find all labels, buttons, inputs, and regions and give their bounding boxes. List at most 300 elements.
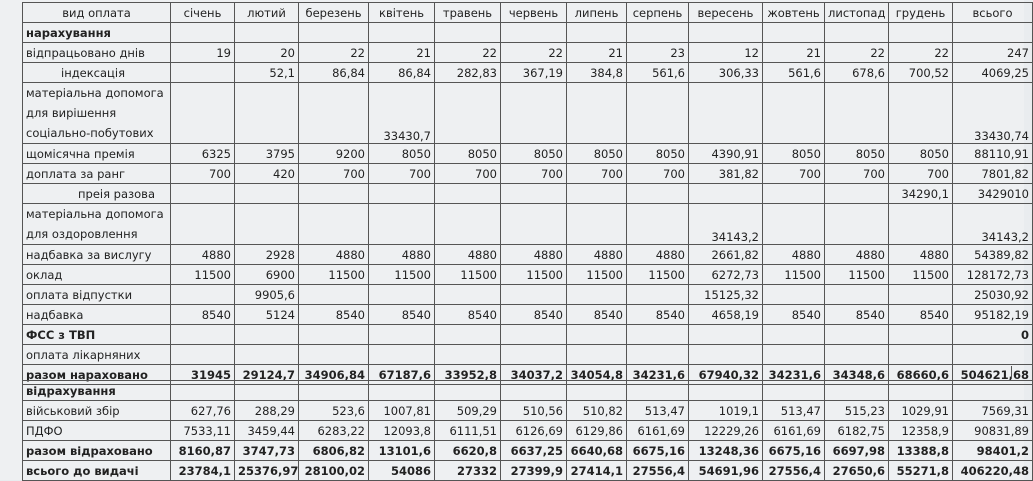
table-cell: [567, 325, 627, 345]
table-cell: 9200: [299, 144, 369, 164]
table-cell: 11500: [171, 265, 235, 285]
table-cell: 700: [501, 164, 567, 184]
table-cell: 8540: [627, 305, 689, 325]
table-cell: [501, 325, 567, 345]
table-cell: [299, 204, 369, 245]
table-cell: 34348,6: [825, 365, 889, 385]
header-month: жовтень: [763, 3, 825, 23]
table-row: [23, 265, 1033, 285]
table-cell: 4880: [435, 245, 501, 265]
table-cell: [435, 345, 501, 365]
table-cell: 25376,97: [235, 461, 299, 481]
table-cell: [763, 285, 825, 305]
table-cell: [567, 381, 627, 401]
table-cell: 4069,25: [953, 63, 1033, 83]
table-row: [23, 23, 1033, 43]
table-cell: 6675,16: [763, 441, 825, 461]
table-cell: [369, 23, 435, 43]
table-cell: [889, 381, 953, 401]
table-cell: 561,6: [763, 63, 825, 83]
table-cell: 3747,73: [235, 441, 299, 461]
table-cell: [825, 285, 889, 305]
table-cell: [825, 381, 889, 401]
table-cell: 1007,81: [369, 401, 435, 421]
table-cell: 11500: [627, 265, 689, 285]
table-cell: 700: [567, 164, 627, 184]
header-month: лютий: [235, 3, 299, 23]
table-cell: 54086: [369, 461, 435, 481]
table-cell: 288,29: [235, 401, 299, 421]
table-cell: [171, 23, 235, 43]
table-cell: 34143,2: [953, 204, 1033, 245]
table-cell: 513,47: [763, 401, 825, 421]
row-label: оплата відпустки: [23, 285, 171, 305]
table-cell: 55271,8: [889, 461, 953, 481]
table-cell: 15125,32: [689, 285, 763, 305]
table-cell: 0: [953, 325, 1033, 345]
table-cell: [825, 23, 889, 43]
table-cell: 22: [825, 43, 889, 63]
header-month: квітень: [369, 3, 435, 23]
table-cell: 6675,16: [627, 441, 689, 461]
table-cell: 700: [369, 164, 435, 184]
table-cell: [627, 184, 689, 204]
table-cell: 700: [171, 164, 235, 184]
table-cell: [953, 23, 1033, 43]
table-cell: [889, 325, 953, 345]
table-cell: 34231,6: [627, 365, 689, 385]
table-cell: 25030,92: [953, 285, 1033, 305]
table-gap: [22, 366, 1012, 378]
table-cell: [235, 381, 299, 401]
header-month: листопад: [825, 3, 889, 23]
table-row: [23, 441, 1033, 461]
table-cell: 6620,8: [435, 441, 501, 461]
table-cell: [501, 381, 567, 401]
table-cell: 68660,6: [889, 365, 953, 385]
table-cell: 11500: [369, 265, 435, 285]
table-cell: [171, 83, 235, 144]
table-cell: 12358,9: [889, 421, 953, 441]
table-cell: [953, 381, 1033, 401]
deductions-table: [22, 380, 1033, 481]
table-cell: 3429010: [953, 184, 1033, 204]
table-cell: 282,83: [435, 63, 501, 83]
table-cell: 34290,1: [889, 184, 953, 204]
table-cell: 561,6: [627, 63, 689, 83]
table-cell: 700: [435, 164, 501, 184]
table-cell: 6161,69: [763, 421, 825, 441]
table-cell: 8540: [435, 305, 501, 325]
table-cell: 8540: [369, 305, 435, 325]
table-cell: [235, 204, 299, 245]
table-cell: 21: [369, 43, 435, 63]
table-cell: 2928: [235, 245, 299, 265]
table-cell: 8050: [889, 144, 953, 164]
table-cell: 8540: [825, 305, 889, 325]
table-cell: 33430,74: [953, 83, 1033, 144]
row-label: військовий збір: [23, 401, 171, 421]
row-label: ПДФО: [23, 421, 171, 441]
table-cell: [171, 345, 235, 365]
table-cell: 34906,84: [299, 365, 369, 385]
table-cell: 700: [299, 164, 369, 184]
table-cell: 6126,69: [501, 421, 567, 441]
table-cell: 27650,6: [825, 461, 889, 481]
table-cell: [501, 285, 567, 305]
table-cell: [889, 204, 953, 245]
table-cell: 23: [627, 43, 689, 63]
table-cell: [567, 345, 627, 365]
table-cell: 4390,91: [689, 144, 763, 164]
table-row: [23, 43, 1033, 63]
table-cell: 4880: [299, 245, 369, 265]
header-label: вид оплата: [23, 3, 171, 23]
table-cell: 27556,4: [627, 461, 689, 481]
header-month: червень: [501, 3, 567, 23]
table-cell: 8050: [825, 144, 889, 164]
row-label: матеріальна допомога для вирішення соціально-побутових: [23, 83, 171, 144]
table-cell: 28100,02: [299, 461, 369, 481]
row-label: відпрацьовано днів: [23, 43, 171, 63]
table-row: [23, 305, 1033, 325]
table-cell: 6325: [171, 144, 235, 164]
table-cell: 513,47: [627, 401, 689, 421]
table-cell: [435, 381, 501, 401]
table-cell: 700: [627, 164, 689, 184]
table-cell: [825, 204, 889, 245]
table-cell: [763, 83, 825, 144]
table-cell: [689, 345, 763, 365]
table-cell: 54691,96: [689, 461, 763, 481]
table-cell: 33430,7: [369, 83, 435, 144]
table-cell: 504621,68: [953, 365, 1033, 385]
table-cell: 3795: [235, 144, 299, 164]
table-cell: 509,29: [435, 401, 501, 421]
table-cell: 34143,2: [689, 204, 763, 245]
table-cell: [435, 325, 501, 345]
table-row: [23, 245, 1033, 265]
table-cell: 8050: [501, 144, 567, 164]
table-cell: 6111,51: [435, 421, 501, 441]
header-month: грудень: [889, 3, 953, 23]
header-month: березень: [299, 3, 369, 23]
table-cell: [627, 381, 689, 401]
header-row: [23, 3, 1033, 23]
table-cell: 700: [763, 164, 825, 184]
header-month: липень: [567, 3, 627, 23]
table-cell: 247: [953, 43, 1033, 63]
table-cell: 678,6: [825, 63, 889, 83]
table-cell: [299, 285, 369, 305]
table-cell: 6182,75: [825, 421, 889, 441]
table-cell: 19: [171, 43, 235, 63]
table-cell: 4880: [171, 245, 235, 265]
table-cell: [235, 184, 299, 204]
table-cell: 6129,86: [567, 421, 627, 441]
table-row: [23, 63, 1033, 83]
table-cell: [171, 184, 235, 204]
table-cell: 700: [889, 164, 953, 184]
table-cell: 29124,7: [235, 365, 299, 385]
table-cell: 8050: [435, 144, 501, 164]
table-row: [23, 421, 1033, 441]
table-cell: 6283,22: [299, 421, 369, 441]
header-month: вересень: [689, 3, 763, 23]
row-label: ФСС з ТВП: [23, 325, 171, 345]
table-cell: 306,33: [689, 63, 763, 83]
table-cell: [953, 345, 1033, 365]
table-cell: [435, 204, 501, 245]
table-cell: 22: [889, 43, 953, 63]
table-cell: 11500: [763, 265, 825, 285]
table-cell: [299, 83, 369, 144]
table-cell: [501, 345, 567, 365]
table-cell: 7569,31: [953, 401, 1033, 421]
table-cell: 7801,82: [953, 164, 1033, 184]
table-cell: 34037,2: [501, 365, 567, 385]
table-cell: 3459,44: [235, 421, 299, 441]
table-cell: [627, 285, 689, 305]
table-cell: 27399,9: [501, 461, 567, 481]
table-cell: 88110,91: [953, 144, 1033, 164]
accruals-table: [22, 2, 1033, 385]
table-cell: [889, 23, 953, 43]
table-cell: [369, 381, 435, 401]
row-label: оклад: [23, 265, 171, 285]
table-cell: [825, 184, 889, 204]
table-cell: [435, 23, 501, 43]
table-cell: 420: [235, 164, 299, 184]
table-row: [23, 184, 1033, 204]
table-cell: [369, 184, 435, 204]
row-label: разом нараховано: [23, 365, 171, 385]
header-month: січень: [171, 3, 235, 23]
table-cell: 54389,82: [953, 245, 1033, 265]
table-cell: [825, 83, 889, 144]
table-row: [23, 285, 1033, 305]
table-cell: [763, 204, 825, 245]
table-cell: 34054,8: [567, 365, 627, 385]
table-cell: [501, 204, 567, 245]
table-cell: [171, 285, 235, 305]
table-cell: 4880: [501, 245, 567, 265]
table-cell: 8540: [763, 305, 825, 325]
table-cell: [435, 285, 501, 305]
table-cell: 13388,8: [889, 441, 953, 461]
table-cell: 523,6: [299, 401, 369, 421]
table-cell: 1029,91: [889, 401, 953, 421]
table-cell: [171, 381, 235, 401]
row-label: надбавка: [23, 305, 171, 325]
table-row: [23, 461, 1033, 481]
table-cell: 11500: [435, 265, 501, 285]
table-cell: 20: [235, 43, 299, 63]
table-cell: 67940,32: [689, 365, 763, 385]
table-cell: 11500: [501, 265, 567, 285]
table-cell: 6161,69: [627, 421, 689, 441]
table-cell: [299, 345, 369, 365]
table-cell: 27414,1: [567, 461, 627, 481]
table-cell: 510,82: [567, 401, 627, 421]
table-cell: [763, 23, 825, 43]
table-cell: 27556,4: [763, 461, 825, 481]
table-cell: 4880: [763, 245, 825, 265]
table-cell: 95182,19: [953, 305, 1033, 325]
table-cell: 52,1: [235, 63, 299, 83]
row-label: разом відраховано: [23, 441, 171, 461]
table-cell: 23784,1: [171, 461, 235, 481]
table-cell: [435, 184, 501, 204]
table-cell: 128172,73: [953, 265, 1033, 285]
table-cell: [763, 381, 825, 401]
table-cell: 406220,48: [953, 461, 1033, 481]
table-cell: [627, 204, 689, 245]
table-cell: 31945: [171, 365, 235, 385]
row-label: індексація: [23, 63, 171, 83]
table-row: [23, 83, 1033, 144]
table-cell: [369, 285, 435, 305]
header-month: серпень: [627, 3, 689, 23]
table-cell: 700,52: [889, 63, 953, 83]
table-cell: 22: [299, 43, 369, 63]
table-cell: 627,76: [171, 401, 235, 421]
header-month: всього: [953, 3, 1033, 23]
row-label: нарахування: [23, 23, 171, 43]
row-label: оплата лікарняних: [23, 345, 171, 365]
table-cell: [435, 83, 501, 144]
table-cell: [501, 83, 567, 144]
table-cell: 2661,82: [689, 245, 763, 265]
table-cell: 6637,25: [501, 441, 567, 461]
row-label: матеріальна допомога для оздоровлення: [23, 204, 171, 245]
table-cell: 6640,68: [567, 441, 627, 461]
table-cell: [567, 184, 627, 204]
table-cell: [299, 184, 369, 204]
table-cell: [369, 204, 435, 245]
table-cell: 13101,6: [369, 441, 435, 461]
table-cell: [825, 325, 889, 345]
table-cell: 6900: [235, 265, 299, 285]
table-cell: [171, 63, 235, 83]
table-cell: 4880: [567, 245, 627, 265]
table-cell: [567, 285, 627, 305]
row-label: преія разова: [23, 184, 171, 204]
table-cell: 515,23: [825, 401, 889, 421]
row-label: щомісячна премія: [23, 144, 171, 164]
table-cell: [627, 83, 689, 144]
table-cell: 384,8: [567, 63, 627, 83]
table-cell: 90831,89: [953, 421, 1033, 441]
table-cell: [689, 83, 763, 144]
row-label: доплата за ранг: [23, 164, 171, 184]
table-cell: 1019,1: [689, 401, 763, 421]
row-label: всього до видачі: [23, 461, 171, 481]
table-cell: [689, 325, 763, 345]
table-cell: [501, 23, 567, 43]
table-cell: 21: [763, 43, 825, 63]
table-cell: 6806,82: [299, 441, 369, 461]
table-cell: 8050: [369, 144, 435, 164]
table-cell: 8540: [501, 305, 567, 325]
table-cell: 86,84: [369, 63, 435, 83]
table-cell: [825, 345, 889, 365]
table-row: [23, 204, 1033, 245]
table-cell: 367,19: [501, 63, 567, 83]
table-cell: 22: [435, 43, 501, 63]
table-cell: [567, 204, 627, 245]
table-cell: 510,56: [501, 401, 567, 421]
table-cell: [235, 345, 299, 365]
table-cell: 33952,8: [435, 365, 501, 385]
table-cell: 13248,36: [689, 441, 763, 461]
table-cell: 12: [689, 43, 763, 63]
row-label: відрахування: [23, 381, 171, 401]
table-cell: 11500: [567, 265, 627, 285]
table-cell: [299, 23, 369, 43]
table-cell: 4658,19: [689, 305, 763, 325]
table-cell: [689, 381, 763, 401]
table-cell: [171, 325, 235, 345]
table-cell: 8050: [763, 144, 825, 164]
table-cell: 4880: [889, 245, 953, 265]
table-cell: 8050: [567, 144, 627, 164]
table-cell: [567, 23, 627, 43]
table-cell: 5124: [235, 305, 299, 325]
table-cell: 11500: [299, 265, 369, 285]
table-row: [23, 381, 1033, 401]
table-cell: [889, 83, 953, 144]
table-row: [23, 144, 1033, 164]
table-cell: 4880: [369, 245, 435, 265]
table-row: [23, 164, 1033, 184]
table-cell: [235, 325, 299, 345]
table-cell: 8160,87: [171, 441, 235, 461]
header-month: травень: [435, 3, 501, 23]
row-label: надбавка за вислугу: [23, 245, 171, 265]
table-cell: [627, 23, 689, 43]
table-cell: [235, 23, 299, 43]
table-cell: [763, 184, 825, 204]
table-row: [23, 401, 1033, 421]
table-cell: 12229,26: [689, 421, 763, 441]
table-cell: 27332: [435, 461, 501, 481]
table-cell: [627, 345, 689, 365]
table-cell: [889, 345, 953, 365]
table-cell: 6272,73: [689, 265, 763, 285]
table-cell: 9905,6: [235, 285, 299, 305]
table-cell: 7533,11: [171, 421, 235, 441]
table-cell: [369, 325, 435, 345]
table-cell: 98401,2: [953, 441, 1033, 461]
table-cell: [299, 381, 369, 401]
table-cell: [369, 345, 435, 365]
table-cell: 34231,6: [763, 365, 825, 385]
table-cell: 86,84: [299, 63, 369, 83]
table-row: [23, 345, 1033, 365]
table-cell: [689, 184, 763, 204]
table-cell: 8050: [627, 144, 689, 164]
table-cell: 381,82: [689, 164, 763, 184]
table-cell: [889, 285, 953, 305]
table-cell: 11500: [825, 265, 889, 285]
table-cell: 67187,6: [369, 365, 435, 385]
table-cell: [501, 184, 567, 204]
table-cell: 700: [825, 164, 889, 184]
table-cell: 8540: [567, 305, 627, 325]
table-cell: 21: [567, 43, 627, 63]
table-cell: 22: [501, 43, 567, 63]
